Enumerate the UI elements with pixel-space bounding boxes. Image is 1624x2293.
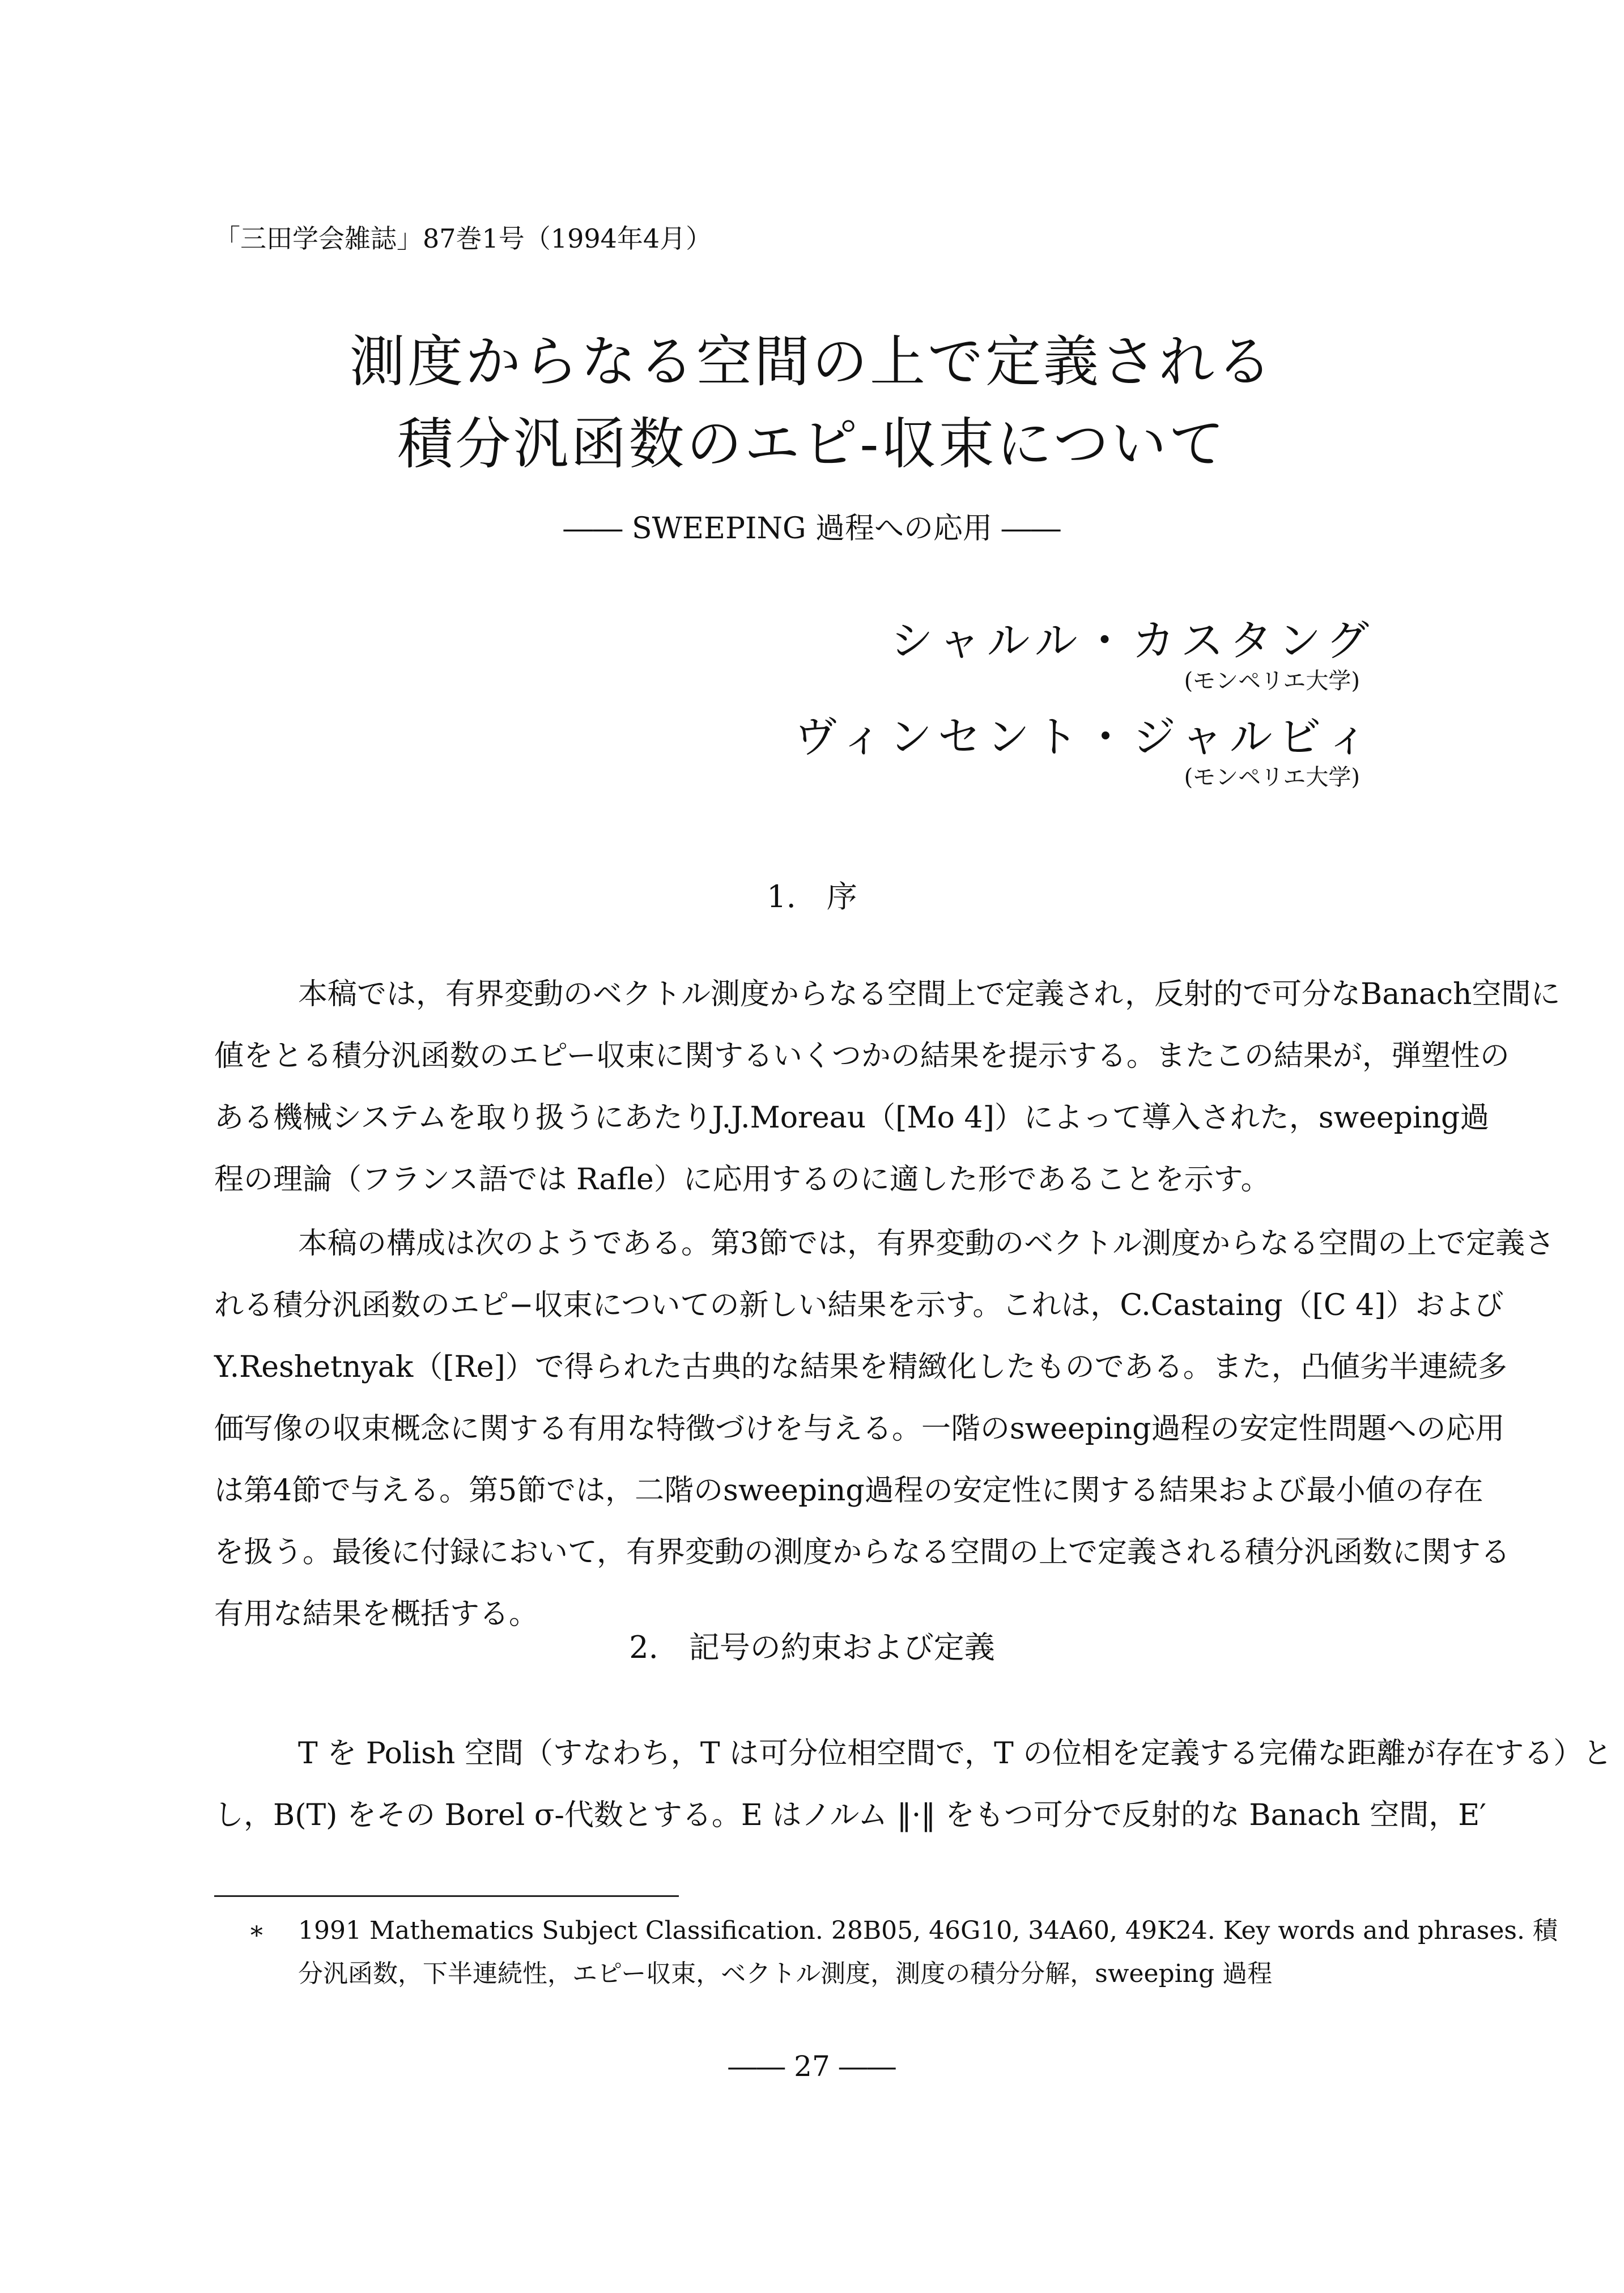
footnote-rule <box>214 1895 679 1897</box>
text-line: 有用な結果を概括する。 <box>214 1597 539 1631</box>
author-affiliation: (モンペリエ大学) <box>1184 764 1360 790</box>
text-line: T を Polish 空間（すなわち，T は可分位相空間で，T の位相を定義する完備な距離が存在する）と <box>298 1737 1613 1771</box>
text-line: ある機械システムを取り扱うにあたりJ.J.Moreau（[Mo 4]）によって導入された，sweeping過 <box>214 1101 1490 1135</box>
text-line: 価写像の収束概念に関する有用な特徴づけを与える。一階のsweeping過程の安定性問題への応用 <box>214 1412 1505 1446</box>
page-number: ―― 27 ―― <box>728 2050 896 2083</box>
footnote-line: 分汎函数，下半連続性，エピー収束，ベクトル測度，測度の積分分解，sweeping 過程 <box>298 1959 1273 1988</box>
text-line: Y.Reshetnyak（[Re]）で得られた古典的な結果を精緻化したものである。また，凸値劣半連続多 <box>214 1350 1507 1384</box>
text-line: 値をとる積分汎函数のエピー収束に関するいくつかの結果を提示する。またこの結果が，弾塑性の <box>214 1039 1510 1073</box>
footnote <box>214 1915 1558 2001</box>
author-name: シャルル・カスタング <box>890 615 1375 666</box>
text-line: 本稿の構成は次のようである。第3節では，有界変動のベクトル測度からなる空間の上で定義さ <box>298 1227 1555 1261</box>
text-line: 本稿では，有界変動のベクトル測度からなる空間上で定義され，反射的で可分なBanach空間に <box>298 977 1561 1011</box>
text-line: 程の理論（フランス語では Rafle）に応用するのに適した形であることを示す。 <box>214 1163 1270 1197</box>
section-heading: 2. 記号の約束および定義 <box>629 1630 995 1665</box>
footnote-marker: ∗ <box>248 1916 265 1945</box>
text-line: を扱う。最後に付録において，有界変動の測度からなる空間の上で定義される積分汎函数に関する <box>214 1535 1510 1569</box>
author-affiliation: (モンペリエ大学) <box>1184 668 1360 694</box>
paragraph-intro-2 <box>214 1224 1555 1656</box>
text-line: は第4節で与える。第5節では，二階のsweeping過程の安定性に関する結果および最小値の存在 <box>214 1474 1483 1508</box>
footnote-line: 1991 Mathematics Subject Classification. 28B05, 46G10, 34A60, 49K24. Key words and phrases. 積 <box>298 1916 1558 1945</box>
journal-citation: 「三田学会雑誌」87巻1号（1994年4月） <box>214 223 712 254</box>
text-line: し，B(T) をその Borel σ-代数とする。E はノルム ‖·‖ をもつ可分で反射的な Banach 空間，E′ <box>214 1798 1486 1832</box>
section-heading: 1. 序 <box>767 879 857 914</box>
author-name: ヴィンセント・ジャルビィ <box>794 712 1375 762</box>
text-line: れる積分汎函数のエピ−収束についての新しい結果を示す。これは，C.Castaing（[C 4]）および <box>214 1288 1504 1322</box>
title-line-2: 積分汎函数のエピ-収束について <box>397 412 1227 477</box>
paragraph-notation <box>214 1734 1613 1857</box>
paragraph-intro-1 <box>214 975 1561 1222</box>
title-line-1: 測度からなる空間の上で定義される <box>349 330 1274 394</box>
subtitle: ―― SWEEPING 過程への応用 ―― <box>563 512 1061 546</box>
